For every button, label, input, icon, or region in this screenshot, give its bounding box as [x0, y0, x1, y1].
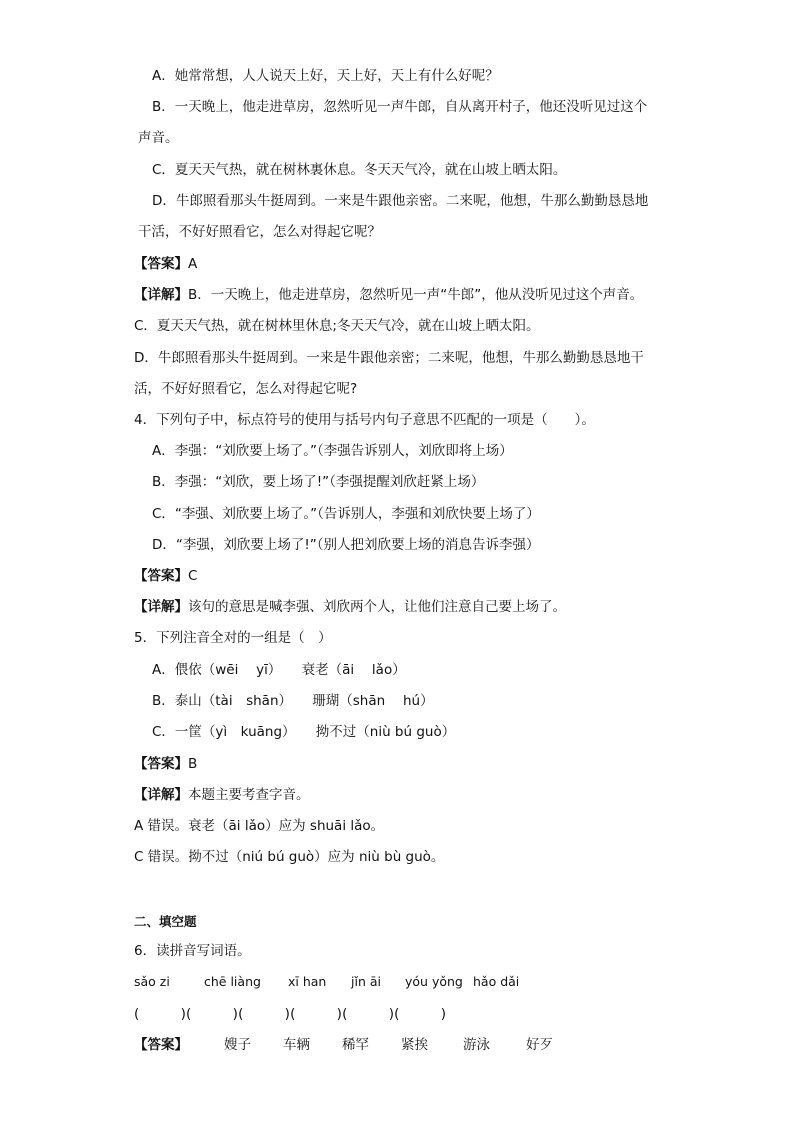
q4-answer — [134, 566, 197, 586]
option-b-continued: 声音。 — [138, 130, 179, 146]
pinyin-item: chē liàng — [204, 974, 261, 989]
pinyin-item: yóu yǒng — [405, 974, 463, 989]
option-a: A．她常常想，人人说天上好，天上好，天上有什么好呢？ — [152, 68, 499, 84]
q6-pinyin-row — [134, 972, 519, 992]
q5-option-a: A．偎依（wēi yī） 衰老（āi lǎo） — [152, 662, 406, 678]
q4-option-d: D．“李强，刘欣要上场了!”（别人把刘欣要上场的消息告诉李强） — [152, 537, 540, 553]
q5-option-c: C．一筐（yì kuāng） 拗不过（niù bú guò） — [152, 724, 456, 740]
section-title: 二、填空题 — [134, 914, 197, 929]
answer-word: 嫂子 — [224, 1037, 251, 1053]
detail-label: 【详解】 — [134, 287, 188, 303]
q5-explanation-a: A 错误。衰老（āi lǎo）应为 shuāi lǎo。 — [134, 818, 385, 834]
pinyin-item: hǎo dǎi — [473, 974, 520, 989]
q5-option-b: B．泰山（tài shān） 珊瑚（shān hú） — [152, 693, 434, 709]
option-d: D．牛郎照看那头牛挺周到。一来是牛跟他亲密。二来呢，他想，牛那么勤勤恳恳地 — [152, 193, 649, 209]
detail-text: 本题主要考查字音。 — [188, 787, 310, 803]
answer-value: B — [188, 756, 198, 772]
q5-detail — [134, 785, 310, 805]
q4-option-b: B．李强：“刘欣，要上场了!”（李强提醒刘欣赶紧上场） — [152, 474, 485, 490]
answer-label: 【答案】 — [134, 1037, 188, 1053]
q4-detail — [134, 597, 566, 617]
q4-option-c: C．“李强、刘欣要上场了。”（告诉别人，李强和刘欣快要上场了） — [152, 506, 540, 522]
answer-word: 游泳 — [463, 1037, 490, 1053]
answer-word: 好歹 — [526, 1037, 553, 1053]
q3-detail-line-4: 活，不好好照看它，怎么对得起它呢? — [134, 381, 358, 397]
pinyin-item: xī han — [288, 974, 327, 989]
answer-label: 【答案】 — [134, 256, 188, 272]
q3-detail-line-2: C．夏天天气热，就在树林里休息;冬天天气冷，就在山坡上晒太阳。 — [134, 318, 540, 334]
answer-word: 稀罕 — [342, 1037, 369, 1053]
q3-detail-line-3: D．牛郎照看那头牛挺周到。一来是牛跟他亲密；二来呢，他想，牛那么勤勤恳恳地干 — [134, 350, 644, 366]
option-c: C．夏天天气热，就在树林裏休息。冬天天气冷，就在山坡上晒太阳。 — [152, 162, 567, 178]
answer-value: C — [188, 568, 198, 584]
detail-label: 【详解】 — [134, 787, 188, 803]
answer-label: 【答案】 — [134, 568, 188, 584]
q4-option-a: A．李强：“刘欣要上场了。”（李强告诉别人，刘欣即将上场） — [152, 443, 513, 459]
q6-blanks: ( )( )( )( )( )( ) — [134, 1006, 447, 1022]
detail-label: 【详解】 — [134, 599, 188, 615]
detail-text: 该句的意思是喊李强、刘欣两个人，让他们注意自己要上场了。 — [188, 599, 566, 615]
answer-word: 车辆 — [283, 1037, 310, 1053]
option-b: B．一天晚上，他走进草房，忽然听见一声牛郎，自从离开村子，他还没听见过这个 — [152, 99, 648, 115]
option-d-continued: 干活，不好好照看它，怎么对得起它呢？ — [138, 224, 381, 240]
answer-label: 【答案】 — [134, 756, 188, 772]
q3-answer — [134, 254, 197, 274]
q6-stem: 6．读拼音写词语。 — [134, 943, 251, 959]
pinyin-item: sǎo zi — [134, 974, 170, 989]
q5-explanation-c: C 错误。拗不过（niú bú guò）应为 niù bù guò。 — [134, 849, 445, 865]
answer-word: 紧挨 — [401, 1037, 428, 1053]
q4-stem: 4．下列句子中，标点符号的使用与括号内句子意思不匹配的一项是（ ）。 — [134, 412, 595, 428]
q3-detail-line-1 — [134, 285, 643, 305]
q5-stem: 5．下列注音全对的一组是（ ） — [134, 630, 332, 646]
q6-answer — [134, 1035, 553, 1055]
q5-answer — [134, 754, 197, 774]
answer-value: A — [188, 256, 198, 272]
detail-text: B．一天晚上，他走进草房，忽然听见一声“牛郎”，他从没听见过这个声音。 — [188, 287, 644, 303]
pinyin-item: jǐn āi — [351, 974, 381, 989]
